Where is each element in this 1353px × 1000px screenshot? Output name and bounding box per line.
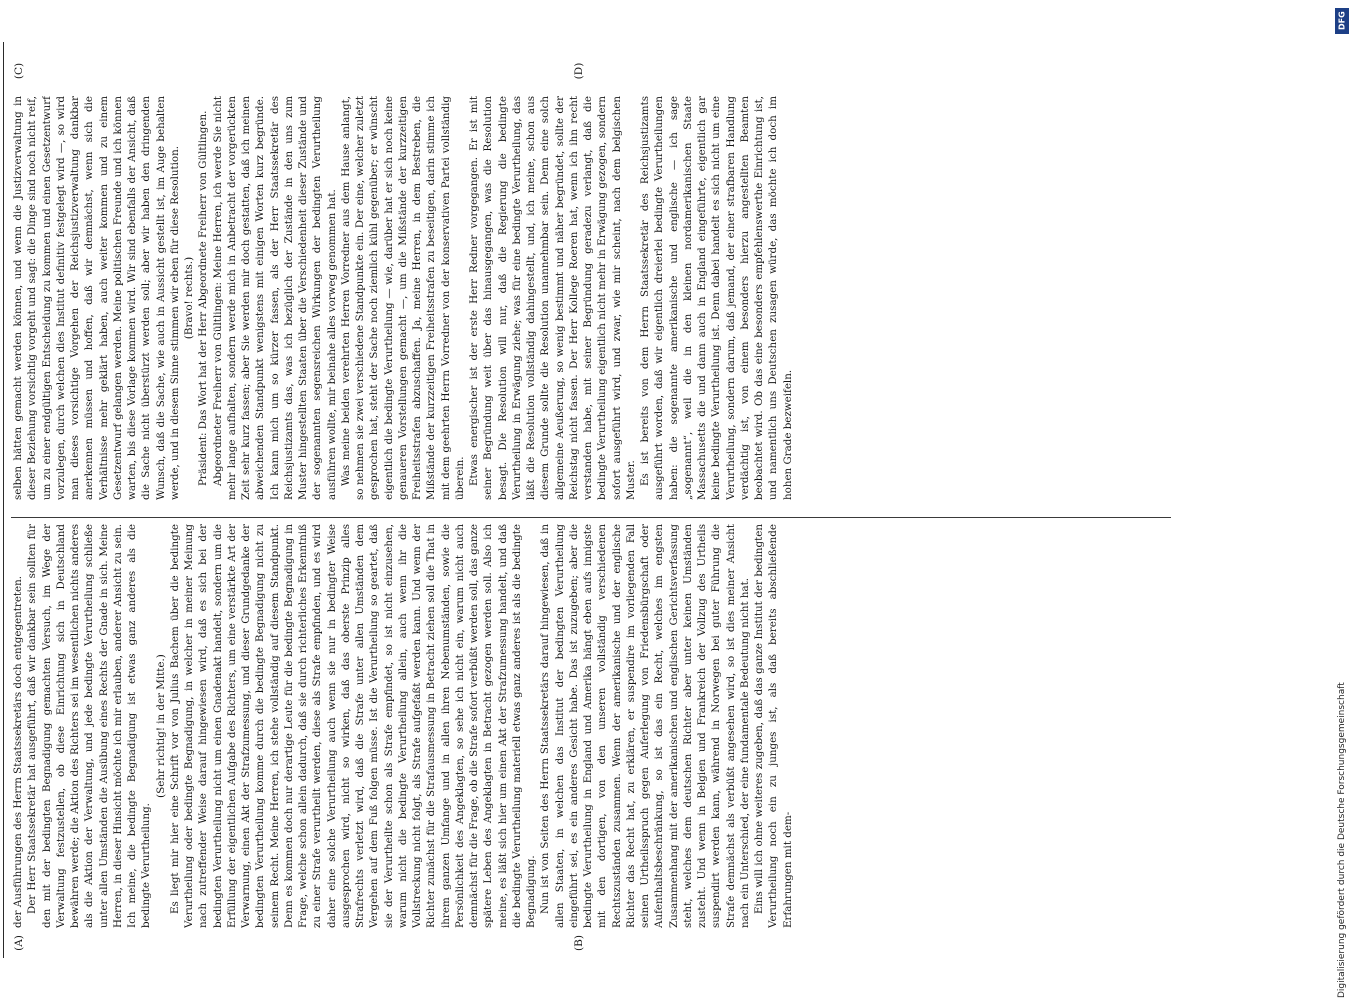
margin-marker-b: (B)	[573, 935, 585, 951]
paragraph: Es liegt mir hier eine Schrift vor von Julius Bachem über die bedingte Verurtheilung oder bedingte Begnadigung, in welcher in meiner Meinung nach zutreffender Weise darauf hingewiesen wird, daß es sich bei der bedingten Verurtheilung nicht um einen Gnadenakt handelt, sondern um die Erfüllung der eigentlichen Aufgabe des Richters, um eine verstärkte Art der Verwarnung, einen Akt der Strafzumessung, und dieser Grundgedanke der bedingten Verurtheilung komme durch die bedingte Begnadigung nicht zu seinem Recht. Meine Herren, ich stehe vollständig auf diesem Standpunkt. Denn es kommen doch nur derartige Leute für die bedingte Begnadigung in Frage, welche schon allein dadurch, daß sie durch richterliches Erkenntniß zu einer Strafe verurtheilt werden, diese als Strafe empfinden, und es wird daher eine solche Verurtheilung auch wenn sie nur in bedingter Weise ausgesprochen wird, nicht so wirken, daß das oberste Prinzip alles Strafrechts verletzt wird, daß die Strafe unter allen Umständen dem Vergehen auf dem Fuß folgen müsse. Ist die Verurtheilung so geartet, daß sie der Verurtheilte schon als Strafe empfindet, so ist nicht einzusehen, warum nicht die bedingte Verurtheilung allein, auch wenn ihr die Vollstreckung nicht folgt, als Strafe aufgefaßt werden kann. Und wenn der Richter zunächst für die Strafausmessung in Betracht ziehen soll die That in ihrem ganzen Umfange und in allen ihren Nebenumständen, sowie die Persönlichkeit des Angeklagten, so sehe ich nicht ein, warum nicht auch demnächst für die Frage, ob die Strafe sofort verbüßt werden soll, das ganze spätere Leben des Angeklagten in Betracht gezogen werden soll. Also ich meine, es läßt sich hier um einen Akt der Strafzumessung handelt, und daß die bedingte Verurtheilung materiell etwas ganz anderes ist als die bedingte Begnadigung.	[168, 524, 537, 928]
page-header	[0, 42, 1, 958]
left-column	[11, 524, 1171, 928]
paragraph: Etwas energischer ist der erste Herr Redner vorgegangen. Er ist mit seiner Begründung weit über das hinausgegangen, was die Resolution besagt. Die Resolution will nur, daß die Regierung die bedingte Verurtheilung in Erwägung ziehe; was für eine bedingte Verurtheilung, das läßt die Resolution vollständig dahingestellt, und, ich meine, schon aus diesem Grunde sollte die Resolution unannehmbar sein. Denn eine solch allgemeine Aeußerung, so wenig bestimmt und näher begründet, sollte der Reichstag nicht fassen. Der Herr Kollege Roeren hat, wenn ich ihn recht verstanden habe, mit seiner Begründung geradezu verlangt, daß die bedingte Verurtheilung eigentlich nicht mehr in Erwägung gezogen, sondern sofort ausgeführt wird, und zwar, wie mir scheint, nach dem belgischen Muster.	[468, 96, 637, 500]
right-column	[11, 96, 1171, 500]
margin-marker-d: (D)	[573, 62, 585, 80]
dfg-logo: DFG	[1335, 8, 1349, 34]
paragraph: Es ist bereits von dem Herrn Staatssekretär des Reichsjustizamts ausgeführt worden, daß wir eigentlich dreierlei bedingte Verurtheilungen haben: die sogenannte amerikanische und englische — ich sage „sogenannt“, weil die in den kleinen nordamerikanischen Staate Massachusetts die und dann auch in England eingeführte, eigentlich gar keine bedingte Verurtheilung ist. Denn dabei handelt es sich nicht um eine Verurtheilung, sondern darum, daß jemand, der einer strafbaren Handlung verdächtig ist, von einem besonders hierzu angestellten Beamten beobachtet wird. Ob das eine besonders empfehlenswerthe Einrichtung ist, und namentlich uns Deutschen zusagen würde, das möchte ich doch im hohen Grade bezweifeln.	[639, 96, 794, 500]
paragraph: selben hätten gemacht werden können, und wenn die Justizverwaltung in dieser Beziehung vorsichtig vorgeht und sagt: die Dinge sind noch nicht reif, um zu einer endgültigen Entscheidung zu kommen und einen Gesetzentwurf vorzulegen, durch welchen dies Institut definitiv festgelegt wird —, so wird man dieses vorsichtige Vorgehen der Reichsjustizverwaltung dankbar anerkennen müssen und hoffen, daß wir demnächst, wenn sich die Verhältnisse mehr geklärt haben, auch weiter kommen und zu einem Gesetzentwurf gelangen werden. Meine politischen Freunde und ich können warten, bis diese Vorlage kommen wird. Wir sind ebenfalls der Ansicht, daß die Sache nicht überstürzt werden soll; aber wir haben den dringenden Wunsch, daß die Sache, wie auch in Aussicht gestellt ist, im Auge behalten werde, und in diesem Sinne stimmen wir eben für diese Resolution.	[12, 96, 181, 500]
rotated-document-page	[0, 42, 1171, 958]
digitization-credit	[1335, 8, 1349, 998]
margin-marker-c: (C)	[13, 62, 25, 80]
interjection: (Sehr richtig! in der Mitte.)	[154, 654, 167, 798]
credit-text: Digitalisierung gefördert durch die Deutsche Forschungsgemeinschaft	[1337, 682, 1347, 998]
paragraph: der Ausführungen des Herrn Staatssekretärs doch entgegentreten.	[12, 575, 24, 928]
column-divider	[11, 517, 1171, 518]
paragraph: Nun ist von Seiten des Herrn Staatssekretärs darauf hingewiesen, daß in allen Staaten, in welchen das Institut der bedingten Verurtheilung eingeführt sei, es ein anderes Gesicht habe. Das ist zuzugeben; aber die bedingte Verurtheilung in England und Amerika hängt eben aufs innigste mit den dortigen, von den unseren vollständig verschiedenen Rechtszuständen zusammen. Wenn der amerikanische und der englische Richter das Recht hat, zu erklären, er suspendire im vorliegenden Fall seinen Urtheilsspruch gegen Auferlegung von Friedensbürgschaft oder Aufenthaltsbeschränkung, so ist das ein Recht, welches im engsten Zusammenhang mit der amerikanischen und englischen Gerichtsverfassung steht, welches dem deutschen Richter aber unter keinen Umständen zusteht. Und wenn in Belgien und Frankreich der Vollzug des Urtheils suspendirt werden kann, während in Norwegen bei guter Führung die Strafe demnächst als verbüßt angesehen wird, so ist dies meiner Ansicht nach ein Unterschied, der eine fundamentale Bedeutung nicht hat.	[539, 524, 751, 928]
margin-marker-a: (A)	[13, 935, 25, 951]
header-rule	[3, 42, 4, 958]
paragraph: Was meine beiden verehrten Herren Vorredner aus dem Hause anlangt, so nehmen sie zwei verschiedene Standpunkte ein. Der eine, welcher zuletzt gesprochen hat, steht der Sache noch ziemlich kühl gegenüber; er wünscht eigentlich die bedingte Verurtheilung — wie, darüber hat er sich noch keine genaueren Vorstellungen gemacht —, um die Mißstände der kurzzeitigen Freiheitsstrafen abzuschaffen. Ja, meine Herren, in dem Bestreben, die Mißstände der kurzzeitigen Freiheitsstrafen zu beseitigen, darin stimme ich mit dem geehrten Herrn Vorredner von der konservativen Partei vollständig überein.	[339, 96, 466, 500]
paragraph: Eins will ich ohne weiteres zugeben, daß das ganze Institut der bedingten Verurtheilung noch ein zu junges ist, als daß bereits abschließende Erfahrungen mit dem-	[753, 524, 794, 928]
speaker-paragraph: Abgeordneter Freiherr von Gültlingen: Meine Herren, ich werde Sie nicht mehr lange aufhalten, sondern werde mich in Anbetracht der vorgerückten Zeit sehr kurz fassen; aber Sie werden mir doch gestatten, daß ich meinen abweichenden Standpunkt wenigstens mit einigen Worten kurz begründe. Ich kann mich um so kürzer fassen, als der Herr Staatssekretär des Reichsjustizamts das, was ich bezüglich der Zustände in den uns zum Muster hingestellten Staaten über die Verschiedenheit dieser Zustände und der sogenannten segensreichen Wirkungen der bedingten Verurtheilung ausführen wollte, mir beinahe alles vorweg genommen hat.	[211, 96, 338, 500]
paragraph: Der Herr Staatssekretär hat ausgeführt, daß wir dankbar sein sollten für den mit der bedingten Begnadigung gemachten Versuch, im Wege der Verwaltung festzustellen, ob diese Einrichtung sich in Deutschland bewähren werde; die Aktion des Richters sei im wesentlichen nichts anderes als die Aktion der Verwaltung, und jede bedingte Verurtheilung schließe unter allen Umständen die Ausübung eines Rechts der Gnade in sich. Meine Herren, in dieser Hinsicht möchte ich mir erlauben, anderer Ansicht zu sein. Ich meine, die bedingte Begnadigung ist etwas ganz anderes als die bedingte Verurtheilung.	[26, 524, 153, 928]
speaker-paragraph: Präsident: Das Wort hat der Herr Abgeordnete Freiherr von Gültlingen.	[197, 110, 210, 486]
interjection: (Bravo! rechts.)	[183, 256, 195, 340]
